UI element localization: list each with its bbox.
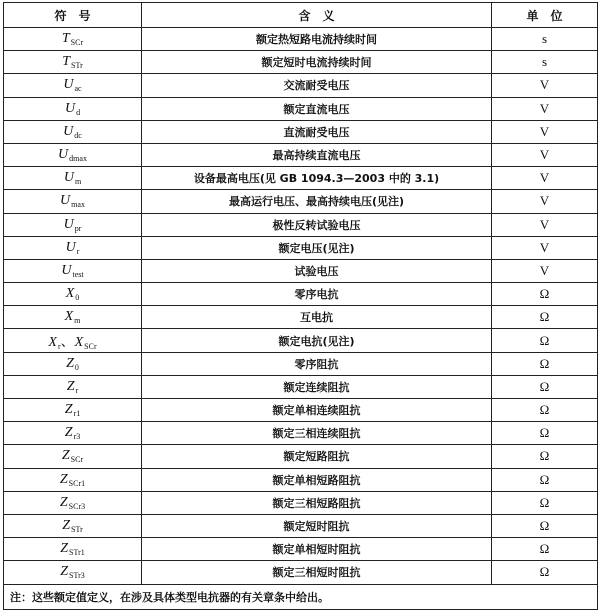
table-note: 注：这些额定值定义，在涉及具体类型电抗器的有关章条中给出。 (4, 584, 598, 609)
table-header-row (4, 3, 598, 28)
symbol-letter: U (60, 193, 71, 209)
meaning-cell: 额定单相短时阻抗 (142, 538, 492, 561)
table-row (4, 375, 598, 398)
symbol-letter: Z (61, 448, 70, 464)
symbol-subscript: 0 (75, 293, 80, 303)
symbol-letter: Z (60, 564, 69, 580)
symbol-letter: U (63, 170, 74, 186)
table-row (4, 399, 598, 422)
meaning-cell: 额定短路阻抗 (142, 445, 492, 468)
symbol-subscript: dc (74, 130, 82, 140)
unit-cell: Ω (492, 491, 598, 514)
symbol-subscript: ac (74, 84, 82, 94)
symbol-cell (4, 329, 142, 352)
table-row (4, 143, 598, 166)
unit-cell: Ω (492, 283, 598, 306)
unit-cell: V (492, 120, 598, 143)
symbol-letter: U (65, 239, 76, 255)
symbol-subscript: 0 (74, 362, 79, 372)
meaning-cell: 极性反转试验电压 (142, 213, 492, 236)
meaning-cell: 互电抗 (142, 306, 492, 329)
meaning-cell: 额定三相短时阻抗 (142, 561, 492, 584)
symbol-cell (4, 283, 142, 306)
symbol-cell (4, 399, 142, 422)
symbol-letter: Z (60, 541, 69, 557)
symbol-subscript: m (74, 316, 81, 326)
symbol-cell (4, 445, 142, 468)
symbol-subscript: r (76, 246, 80, 256)
table-row (4, 236, 598, 259)
meaning-cell: 额定三相连续阻抗 (142, 422, 492, 445)
symbol-letter: T (62, 54, 71, 70)
symbol-letter: Z (66, 378, 75, 394)
symbol-cell (4, 51, 142, 74)
meaning-cell: 交流耐受电压 (142, 74, 492, 97)
meaning-cell: 额定单相连续阻抗 (142, 399, 492, 422)
unit-cell: V (492, 236, 598, 259)
symbol-letter: Z (59, 494, 68, 510)
header-symbol: 符 号 (4, 3, 142, 28)
unit-cell: Ω (492, 399, 598, 422)
symbol-letter: Z (59, 471, 68, 487)
table-row (4, 538, 598, 561)
symbol-cell (4, 468, 142, 491)
symbol-subscript: pr (74, 223, 82, 233)
meaning-cell: 额定短时阻抗 (142, 514, 492, 537)
unit-cell: s (492, 51, 598, 74)
symbol-definition-table (3, 2, 598, 610)
symbol-subscript: dmax (69, 154, 87, 164)
unit-cell: Ω (492, 468, 598, 491)
symbol-letter: T (61, 31, 70, 47)
table-row (4, 259, 598, 282)
symbol-subscript: STr (71, 61, 83, 71)
table-note-row (4, 584, 598, 609)
symbol-letter: U (61, 262, 72, 278)
table-row (4, 97, 598, 120)
table-row (4, 352, 598, 375)
meaning-cell: 直流耐受电压 (142, 120, 492, 143)
symbol-subscript: SCr (70, 38, 84, 48)
table-row (4, 28, 598, 51)
symbol-cell (4, 28, 142, 51)
symbol-cell (4, 74, 142, 97)
unit-cell: Ω (492, 422, 598, 445)
table-row (4, 468, 598, 491)
unit-cell: Ω (492, 306, 598, 329)
header-unit: 单 位 (492, 3, 598, 28)
unit-cell: V (492, 167, 598, 190)
symbol-cell (4, 561, 142, 584)
unit-cell: Ω (492, 538, 598, 561)
symbol-subscript: test (72, 269, 84, 279)
unit-cell: s (492, 28, 598, 51)
symbol-letter: X (65, 286, 75, 302)
symbol-subscript: m (74, 177, 82, 187)
meaning-cell: 额定电压(见注) (142, 236, 492, 259)
unit-cell: Ω (492, 561, 598, 584)
symbol-cell (4, 352, 142, 375)
meaning-cell: 设备最高电压(见 GB 1094.3—2003 中的 3.1) (142, 167, 492, 190)
symbol-cell (4, 491, 142, 514)
symbol-cell (4, 143, 142, 166)
meaning-cell: 最高运行电压、最高持续电压(见注) (142, 190, 492, 213)
table-row (4, 561, 598, 584)
table-row (4, 491, 598, 514)
meaning-cell: 额定电抗(见注) (142, 329, 492, 352)
symbol-letter: Z (66, 355, 74, 371)
table-row (4, 306, 598, 329)
table-row (4, 74, 598, 97)
table-row (4, 329, 598, 352)
meaning-cell: 试验电压 (142, 259, 492, 282)
unit-cell: Ω (492, 329, 598, 352)
symbol-subscript: SCr1 (68, 478, 86, 488)
symbol-cell (4, 259, 142, 282)
meaning-cell: 额定热短路电流持续时间 (142, 28, 492, 51)
table-row (4, 422, 598, 445)
symbol-cell (4, 190, 142, 213)
unit-cell: V (492, 190, 598, 213)
symbol-subscript: STr3 (69, 571, 85, 581)
meaning-cell: 额定连续阻抗 (142, 375, 492, 398)
symbol-cell (4, 236, 142, 259)
table-row (4, 213, 598, 236)
symbol-letter: X (74, 334, 84, 350)
symbol-subscript: SCr (84, 341, 97, 351)
symbol-cell (4, 213, 142, 236)
symbol-cell (4, 97, 142, 120)
symbol-letter: U (63, 216, 74, 232)
symbol-letter: X (64, 309, 74, 325)
header-meaning: 含 义 (142, 3, 492, 28)
symbol-cell (4, 306, 142, 329)
symbol-separator: 、 (60, 334, 75, 350)
table-row (4, 51, 598, 74)
meaning-cell: 额定三相短路阻抗 (142, 491, 492, 514)
symbol-letter: U (64, 100, 76, 116)
unit-cell: V (492, 213, 598, 236)
table-row (4, 120, 598, 143)
symbol-cell (4, 538, 142, 561)
symbol-letter: Z (62, 518, 71, 534)
symbol-cell (4, 167, 142, 190)
symbol-subscript: STr1 (69, 548, 85, 558)
symbol-cell (4, 422, 142, 445)
symbol-letter: Z (64, 402, 73, 418)
meaning-cell: 额定短时电流持续时间 (142, 51, 492, 74)
meaning-cell: 额定直流电压 (142, 97, 492, 120)
table-row (4, 283, 598, 306)
unit-cell: Ω (492, 352, 598, 375)
symbol-cell (4, 375, 142, 398)
unit-cell: V (492, 74, 598, 97)
unit-cell: Ω (492, 514, 598, 537)
symbol-subscript: d (76, 107, 81, 117)
symbol-subscript: r3 (73, 432, 81, 442)
symbol-subscript: r1 (73, 409, 81, 419)
symbol-cell (4, 120, 142, 143)
symbol-subscript: r (57, 341, 61, 351)
table-body (4, 28, 598, 585)
symbol-subscript: max (71, 200, 85, 210)
meaning-cell: 零序阻抗 (142, 352, 492, 375)
unit-cell: Ω (492, 375, 598, 398)
symbol-subscript: STr (71, 525, 83, 535)
symbol-letter: Z (64, 425, 73, 441)
symbol-letter: X (48, 334, 57, 350)
symbol-letter: U (58, 147, 69, 163)
meaning-cell: 零序电抗 (142, 283, 492, 306)
symbol-subscript: SCr3 (68, 501, 86, 511)
unit-cell: V (492, 143, 598, 166)
meaning-cell: 额定单相短路阻抗 (142, 468, 492, 491)
symbol-letter: U (63, 77, 74, 93)
table-row (4, 190, 598, 213)
symbol-cell (4, 514, 142, 537)
symbol-subscript: SCr (70, 455, 84, 465)
symbol-letter: U (63, 123, 74, 139)
unit-cell: V (492, 97, 598, 120)
table-row (4, 514, 598, 537)
unit-cell: Ω (492, 445, 598, 468)
table-row (4, 167, 598, 190)
unit-cell: V (492, 259, 598, 282)
table-row (4, 445, 598, 468)
symbol-subscript: r (75, 385, 79, 395)
meaning-cell: 最高持续直流电压 (142, 143, 492, 166)
